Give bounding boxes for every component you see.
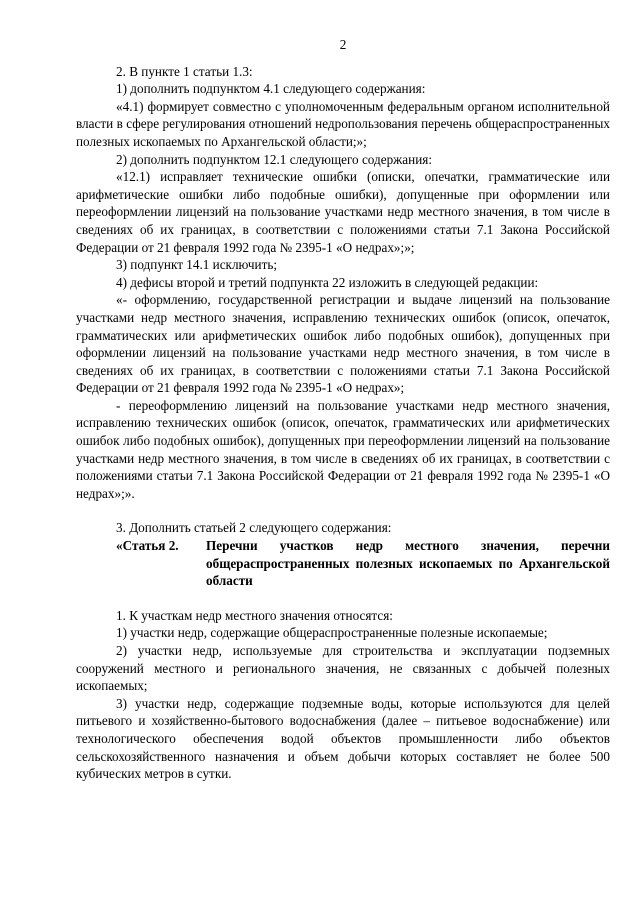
spacer [76, 590, 610, 607]
paragraph: «- оформлению, государственной регистрации и выдаче лицензий на пользование участками недр местного значения, исправлению технических ошибок (описок, опечаток, грамматических или арифметических ошибок либо подобных ошибок), допущенных при оформлении лицензий на пользование участками недр местного значения, в том числе в сведениях об их границах, в соответствии с положениями статьи 7.1 Закона Российской Федерации от 21 февраля 1992 года № 2395-1 «О недрах»; [76, 292, 610, 396]
paragraph: 3) подпункт 14.1 исключить; [116, 257, 278, 273]
section-intro: 3. Дополнить статьей 2 следующего содержания: [116, 520, 392, 536]
paragraph: - переоформлению лицензий на пользование участками недр местного значения, исправлению технических ошибок (описок, опечаток, грамматических или арифметических ошибок либо подобных ошибок), допущенных при переоформлении лицензий на пользование участками недр местного значения, в том числе в сведениях об их границах, в соответствии с положениями статьи 7.1 Закона Российской Федерации от 21 февраля 1992 года № 2395-1 «О недрах»;». [76, 397, 610, 501]
paragraph: 1) участки недр, содержащие общераспространенные полезные ископаемые; [116, 625, 548, 641]
paragraph: «4.1) формирует совместно с уполномоченным федеральным органом исполнительной власти в сфере регулирования отношений недропользования перечень общераспространенных полезных ископаемых по Архангельской области;»; [76, 98, 610, 149]
paragraph: 1. К участкам недр местного значения относятся: [116, 607, 393, 623]
paragraph: «12.1) исправляет технические ошибки (описки, опечатки, грамматические или арифметические ошибки либо подобные ошибки), допущенные при оформлении или переоформлении лицензий на пользование участками недр местного значения, в том числе в сведениях об их границах, в соответствии с положениями статьи 7.1 Закона Российской Федерации от 21 февраля 1992 года № 2395-1 «О недрах»;»; [76, 169, 610, 255]
article-label: «Статья 2. [116, 538, 179, 554]
page-number: 2 [339, 37, 347, 52]
paragraph: 2. В пункте 1 статьи 1.3: [116, 63, 253, 79]
paragraph: 2) участки недр, используемые для строительства и эксплуатации подземных сооружений местного и регионального значения, не связанных с добычей полезных ископаемых; [76, 643, 610, 694]
paragraph: 3) участки недр, содержащие подземные воды, которые используются для целей питьевого и хозяйственно-бытового водоснабжения (далее – питьевое водоснабжение) или технологического обеспечения водой объектов промышленности либо объектов сельскохозяйственного назначения и объем добычи которых составляет не более 500 кубических метров в сутки. [76, 695, 610, 782]
paragraph: 2) дополнить подпунктом 12.1 следующего содержания: [116, 151, 432, 167]
document-page [76, 36, 610, 783]
paragraph: 4) дефисы второй и третий подпункта 22 изложить в следующей редакции: [116, 274, 539, 290]
article-heading [76, 537, 610, 590]
paragraph: 1) дополнить подпунктом 4.1 следующего содержания: [116, 81, 426, 97]
article-title: Перечни участков недр местного значения, перечни общераспространенных полезных ископаемых по Архангельской области [206, 538, 610, 589]
spacer [76, 502, 610, 519]
